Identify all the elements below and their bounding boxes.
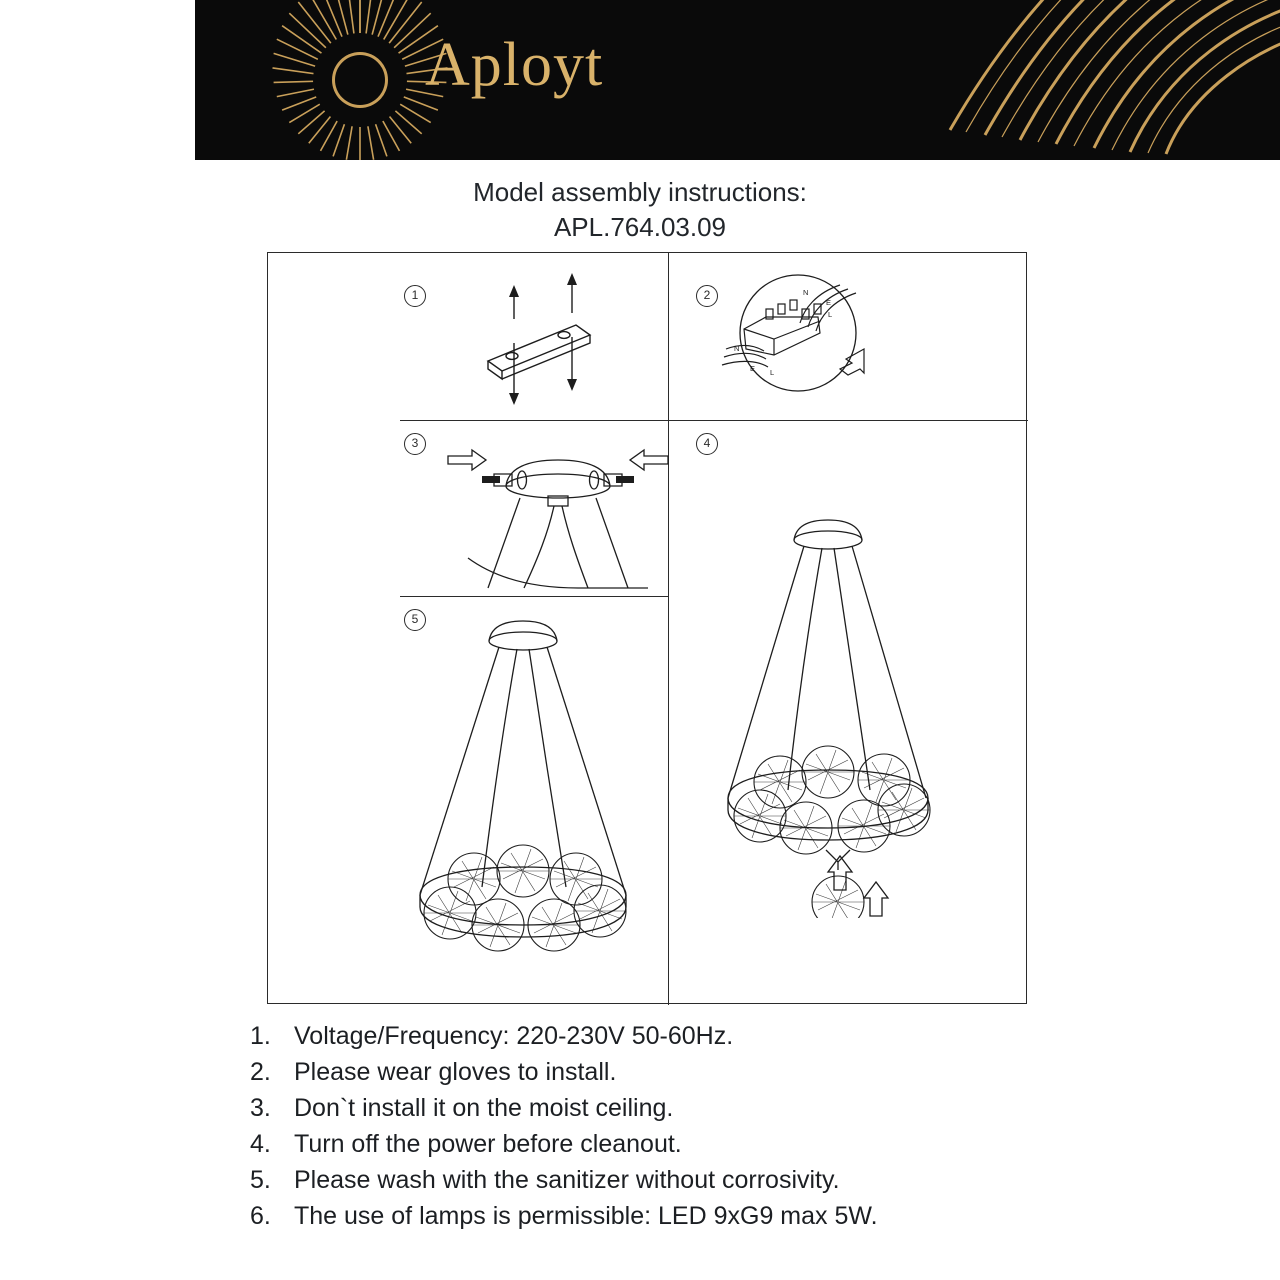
note-number: 1. [250,1022,271,1050]
mounting-bracket-illustration [468,273,648,413]
step-number-1: 1 [404,285,426,307]
note-text: Please wear gloves to install. [294,1058,617,1086]
step-number-5: 5 [404,609,426,631]
note-text: The use of lamps is permissible: LED 9xG9 max 5W. [294,1202,878,1230]
note-item [250,1162,1080,1198]
brand-name: Aployt [425,31,604,99]
canopy-fixing-illustration [428,438,688,593]
note-item [250,1090,1080,1126]
page-title [0,175,1280,245]
note-text: Turn off the power before cleanout. [294,1130,682,1158]
terminal-block-illustration [708,271,888,411]
hanging-fixture-illustration [688,498,1018,918]
safety-notes-list [250,1018,1080,1234]
note-item [250,1126,1080,1162]
wire-label-l: L [828,310,833,319]
note-number: 2. [250,1058,271,1086]
step-number-2: 2 [696,285,718,307]
step-number-3: 3 [404,433,426,455]
palm-rays-icon [890,0,1280,160]
wire-label-e2: E [750,364,756,373]
step-number-4: 4 [696,433,718,455]
diagram-horizontal-divider-bottom [400,596,668,597]
note-number: 6. [250,1202,271,1230]
title-line-1: Model assembly instructions: [473,177,807,207]
brand-banner [195,0,1280,160]
note-number: 4. [250,1130,271,1158]
note-item [250,1018,1080,1054]
note-number: 5. [250,1166,271,1194]
title-line-2: APL.764.03.09 [553,212,727,243]
wire-label-e: E [826,298,832,307]
assembly-diagram [267,252,1027,1004]
note-number: 3. [250,1094,271,1122]
note-text: Don`t install it on the moist ceiling. [294,1094,674,1122]
diagram-horizontal-divider-top [400,420,1028,421]
assembled-fixture-illustration [378,613,668,1003]
note-item [250,1054,1080,1090]
note-text: Voltage/Frequency: 220-230V 50-60Hz. [294,1022,734,1050]
wire-label-n2: N [734,344,740,353]
wire-label-n: N [803,288,809,297]
note-text: Please wash with the sanitizer without corrosivity. [294,1166,840,1194]
diagram-vertical-divider [668,253,669,1005]
wire-label-l2: L [770,368,775,377]
note-item [250,1198,1080,1234]
